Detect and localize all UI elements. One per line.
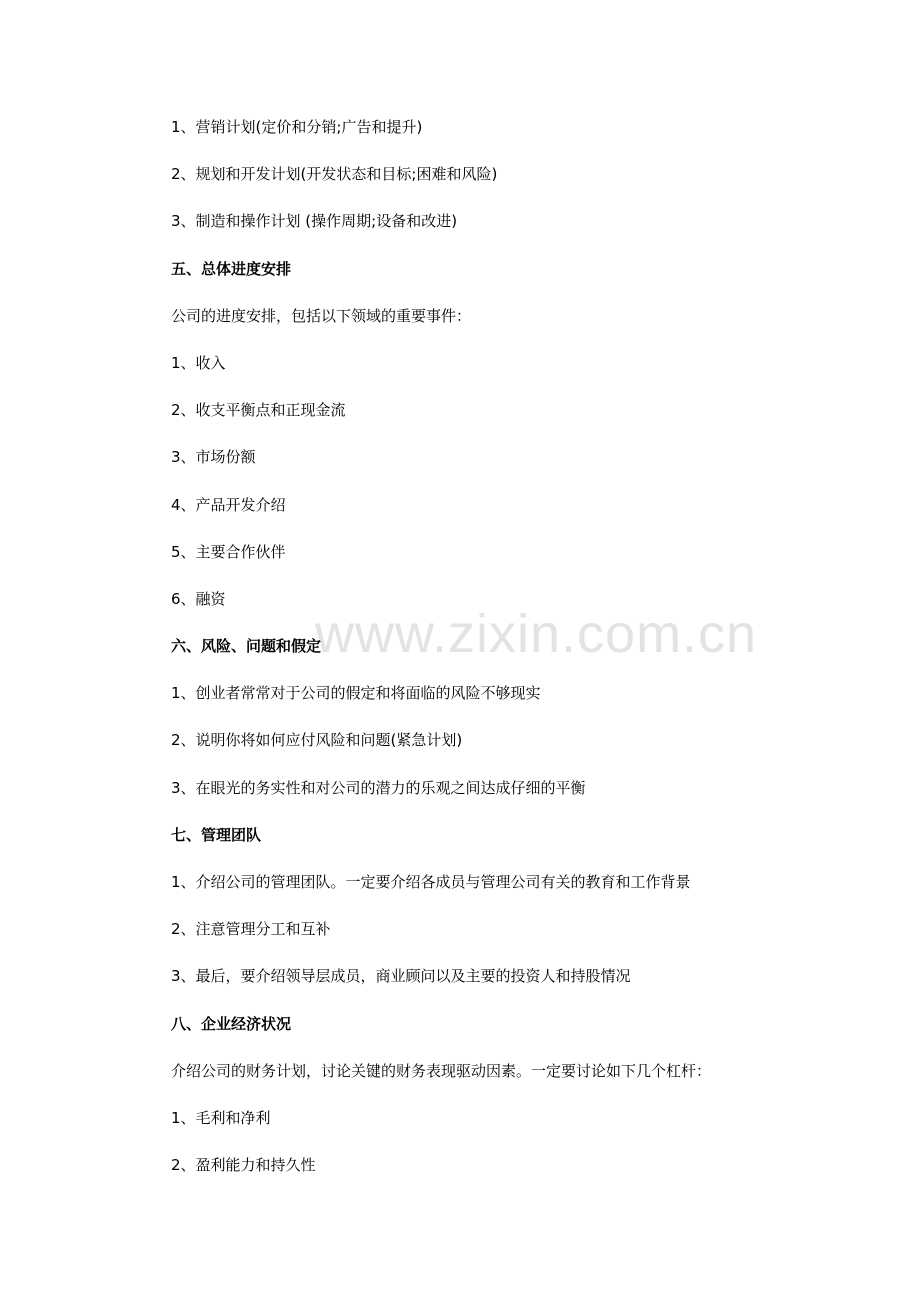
paragraph-line: 3、市场份额 — [171, 448, 256, 467]
paragraph-line: 1、介绍公司的管理团队。一定要介绍各成员与管理公司有关的教育和工作背景 — [171, 873, 691, 891]
paragraph-line: 2、盈利能力和持久性 — [171, 1156, 316, 1175]
paragraph-line: 1、毛利和净利 — [171, 1108, 271, 1127]
paragraph-line: 1、营销计划(定价和分销;广告和提升) — [171, 118, 423, 136]
paragraph-line: 3、最后，要介绍领导层成员，商业顾问以及主要的投资人和持股情况 — [171, 967, 631, 986]
section-heading: 六、风险、问题和假定 — [171, 637, 322, 656]
paragraph-line: 4、产品开发介绍 — [171, 495, 286, 514]
section-heading: 五、总体进度安排 — [171, 259, 292, 278]
section-heading: 七、管理团队 — [171, 825, 262, 844]
paragraph-line: 2、收支平衡点和正现金流 — [171, 401, 346, 420]
paragraph-line: 介绍公司的财务计划，讨论关键的财务表现驱动因素。一定要讨论如下几个杠杆： — [171, 1061, 712, 1080]
document-body — [171, 116, 791, 1201]
paragraph-line: 3、在眼光的务实性和对公司的潜力的乐观之间达成仔细的平衡 — [171, 778, 586, 797]
paragraph-line: 2、说明你将如何应付风险和问题(紧急计划) — [171, 731, 463, 750]
paragraph-line: 2、规划和开发计划(开发状态和目标;困难和风险) — [171, 165, 498, 184]
paragraph-line: 2、注意管理分工和互补 — [171, 920, 331, 939]
watermark-text: www.zixin.com.cn — [315, 604, 758, 664]
paragraph-line: 6、融资 — [171, 589, 226, 608]
paragraph-line: 5、主要合作伙伴 — [171, 542, 286, 561]
paragraph-line: 1、收入 — [171, 353, 226, 372]
paragraph-line: 1、创业者常常对于公司的假定和将面临的风险不够现实 — [171, 684, 541, 703]
paragraph-line: 公司的进度安排，包括以下领域的重要事件： — [171, 306, 472, 325]
paragraph-line: 3、制造和操作计划 (操作周期;设备和改进) — [171, 212, 458, 231]
section-heading: 八、企业经济状况 — [171, 1014, 292, 1033]
